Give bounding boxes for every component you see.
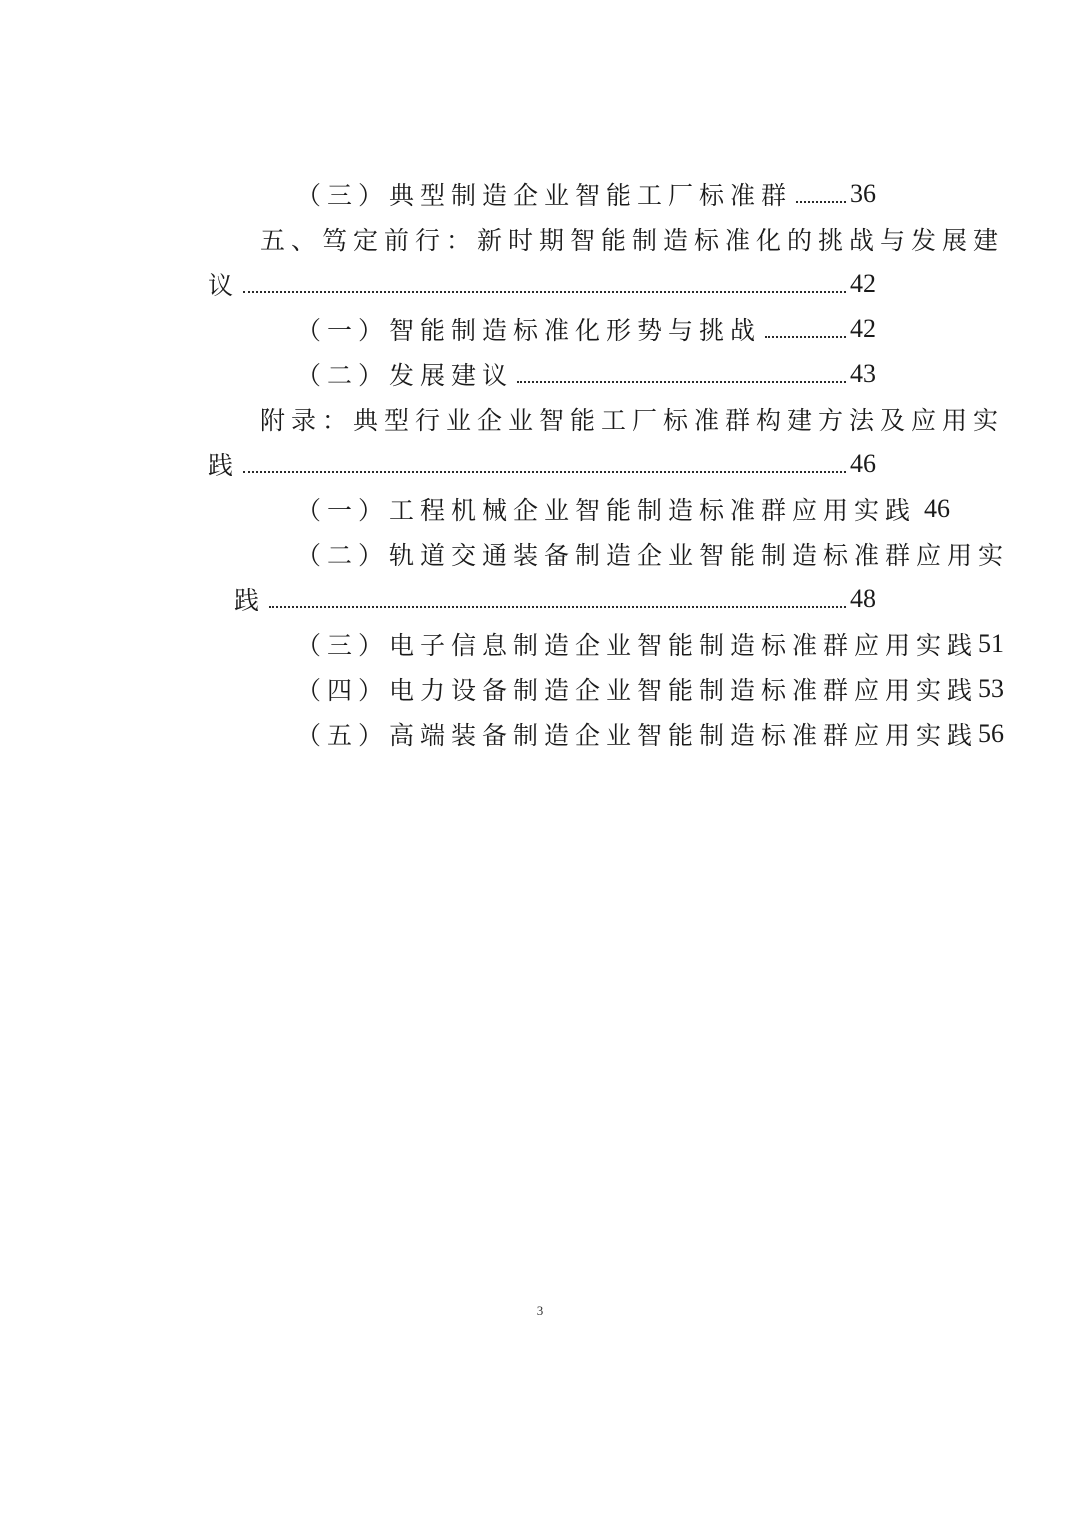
toc-entry-title: 议 xyxy=(208,270,240,300)
dot-leader xyxy=(269,606,846,608)
toc-entry[interactable] xyxy=(208,306,876,351)
toc-entry-title: 践 xyxy=(234,585,266,615)
table-of-contents xyxy=(208,171,1010,756)
toc-entry-page: 53 xyxy=(978,673,1005,703)
toc-entry[interactable] xyxy=(208,216,1005,261)
toc-entry-page: 42 xyxy=(850,268,876,298)
toc-entry-title: （二）轨道交通装备制造企业智能制造标准群应用实 xyxy=(296,540,1010,570)
toc-entry-title: （五）高端装备制造企业智能制造标准群应用实践 xyxy=(296,720,979,750)
toc-entry-title: 附录：典型行业企业智能工厂标准群构建方法及应用实 xyxy=(260,405,1005,435)
toc-entry-continuation[interactable] xyxy=(208,441,876,486)
toc-entry-title: （三）电子信息制造企业智能制造标准群应用实践 xyxy=(296,630,979,660)
toc-entry[interactable] xyxy=(208,621,1005,666)
toc-entry-title: （二）发展建议 xyxy=(296,360,514,390)
toc-entry[interactable] xyxy=(208,666,1005,711)
toc-entry[interactable] xyxy=(208,531,1010,576)
toc-entry[interactable] xyxy=(208,711,1005,756)
toc-entry-continuation[interactable] xyxy=(208,261,876,306)
page-number: 3 xyxy=(536,1303,544,1318)
toc-entry-page: 46 xyxy=(850,448,876,478)
toc-entry-page: 46 xyxy=(924,493,951,523)
toc-entry-continuation[interactable] xyxy=(208,576,876,621)
toc-entry-page: 56 xyxy=(978,718,1005,748)
dot-leader xyxy=(796,201,846,203)
toc-entry-page: 48 xyxy=(850,583,876,613)
toc-entry[interactable] xyxy=(208,396,1005,441)
dot-leader xyxy=(517,381,846,383)
toc-entry-title: （四）电力设备制造企业智能制造标准群应用实践 xyxy=(296,675,979,705)
toc-entry-title: 践 xyxy=(208,450,240,480)
toc-entry[interactable] xyxy=(208,351,876,396)
toc-entry-title: （一）工程机械企业智能制造标准群应用实践 xyxy=(296,495,917,525)
dot-leader xyxy=(243,291,846,293)
toc-entry-title: （一）智能制造标准化形势与挑战 xyxy=(296,315,762,345)
toc-entry[interactable] xyxy=(208,171,876,216)
toc-entry-page: 36 xyxy=(850,178,876,208)
toc-entry-page: 42 xyxy=(850,313,876,343)
toc-entry-title: 五、笃定前行：新时期智能制造标准化的挑战与发展建 xyxy=(260,225,1005,255)
toc-entry-page: 43 xyxy=(850,358,876,388)
toc-entry-page: 51 xyxy=(978,628,1005,658)
dot-leader xyxy=(765,336,846,338)
toc-entry[interactable] xyxy=(208,486,951,531)
toc-entry-title: （三）典型制造企业智能工厂标准群 xyxy=(296,180,793,210)
dot-leader xyxy=(243,471,846,473)
